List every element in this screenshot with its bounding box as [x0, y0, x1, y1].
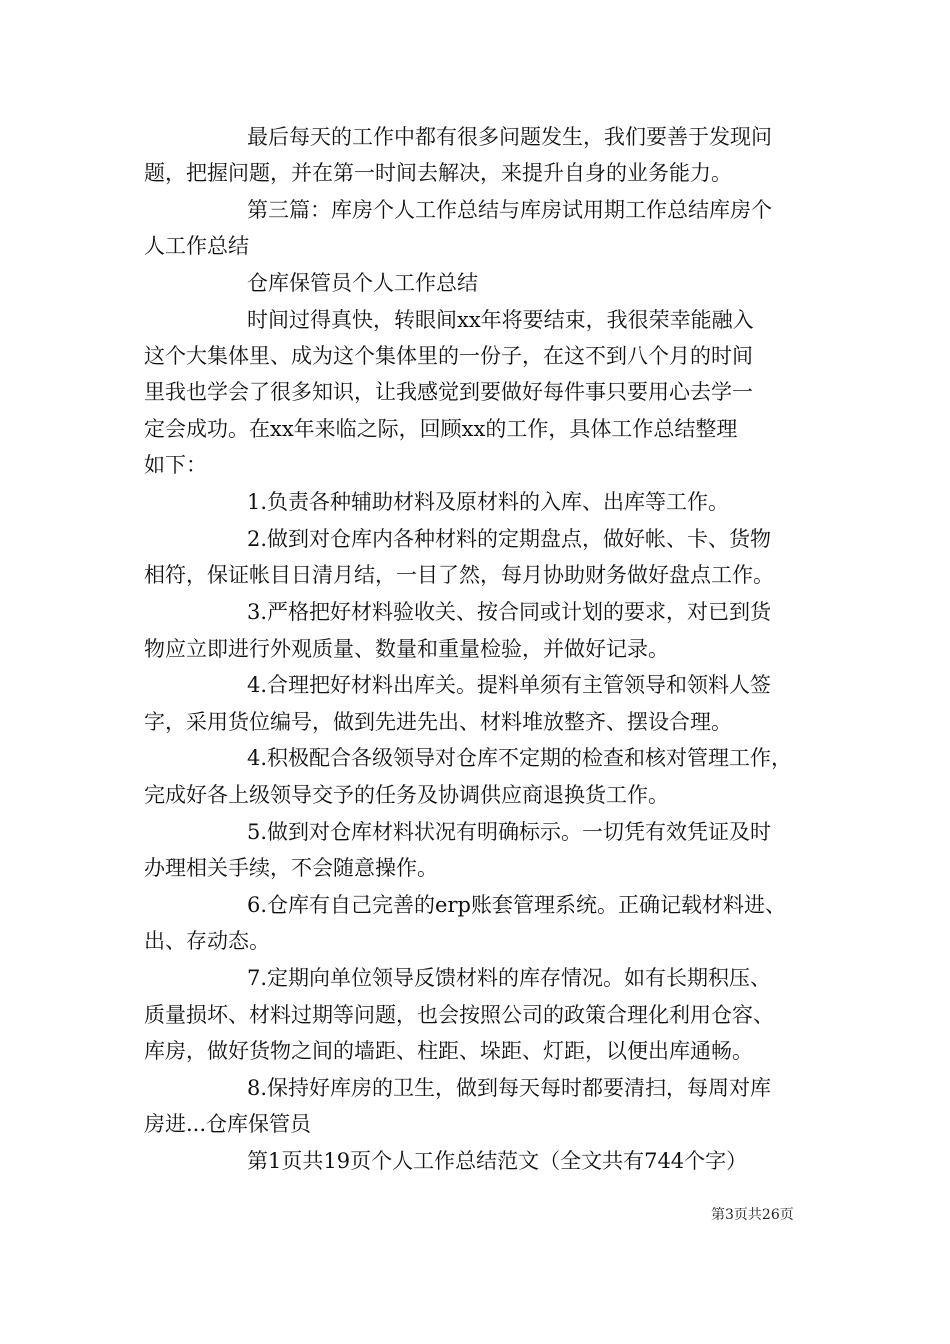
list-item: 1.负责各种辅助材料及原材料的入库、出库等工作。 — [247, 490, 730, 514]
list-item: 3.严格把好材料验收关、按合同或计划的要求，对已到货 — [247, 600, 772, 624]
list-item: 5.做到对仓库材料状况有明确标示。一切凭有效凭证及时 — [247, 820, 772, 844]
section-heading-cont: 人工作总结 — [144, 234, 249, 258]
section-heading: 第三篇：库房个人工作总结与库房试用期工作总结库房个 — [247, 198, 772, 222]
text-line: 库房，做好货物之间的墙距、柱距、垛距、灯距，以便出库通畅。 — [144, 1039, 753, 1063]
list-item: 8.保持好库房的卫生，做到每天每时都要清扫，每周对库 — [247, 1076, 772, 1100]
text-line: 办理相关手续，不会随意操作。 — [144, 856, 438, 880]
list-item: 2.做到对仓库内各种材料的定期盘点，做好帐、卡、货物 — [247, 527, 772, 551]
subtitle: 仓库保管员个人工作总结 — [247, 271, 478, 295]
text-line: 如下： — [144, 453, 207, 477]
page-number-footer: 第3页共26页 — [711, 1207, 794, 1223]
text-line: 时间过得真快，转眼间xx年将要结束，我很荣幸能融入 — [247, 308, 754, 332]
text-line: 相符，保证帐目日清月结，一目了然，每月协助财务做好盘点工作。 — [144, 563, 774, 587]
text-line: 字，采用货位编号，做到先进先出、材料堆放整齐、摆设合理。 — [144, 710, 732, 734]
text-line: 出、存动态。 — [144, 929, 270, 953]
text-line: 物应立即进行外观质量、数量和重量检验，并做好记录。 — [144, 637, 669, 661]
list-item: 6.仓库有自己完善的erp账套管理系统。正确记载材料进、 — [247, 893, 786, 917]
text-line: 题，把握问题，并在第一时间去解决，来提升自身的业务能力。 — [144, 161, 732, 185]
text-line: 完成好各上级领导交予的任务及协调供应商退换货工作。 — [144, 783, 669, 807]
list-item: 7.定期向单位领导反馈材料的库存情况。如有长期积压、 — [247, 966, 772, 990]
text-line: 质量损坏、材料过期等问题，也会按照公司的政策合理化利用仓容、 — [144, 1003, 774, 1027]
text-line: 定会成功。在xx年来临之际，回顾xx的工作，具体工作总结整理 — [144, 417, 738, 441]
list-item: 4.积极配合各级领导对仓库不定期的检查和核对管理工作， — [247, 746, 793, 770]
text-line: 第1页共19页个人工作总结范文（全文共有744个字） — [247, 1149, 748, 1173]
text-line: 房进...仓库保管员 — [144, 1112, 312, 1136]
text-line: 这个大集体里、成为这个集体里的一份子，在这不到八个月的时间 — [144, 344, 753, 368]
list-item: 4.合理把好材料出库关。提料单须有主管领导和领料人签 — [247, 673, 772, 697]
text-line: 最后每天的工作中都有很多问题发生，我们要善于发现问 — [247, 125, 772, 149]
text-line: 里我也学会了很多知识，让我感觉到要做好每件事只要用心去学一 — [144, 380, 753, 404]
